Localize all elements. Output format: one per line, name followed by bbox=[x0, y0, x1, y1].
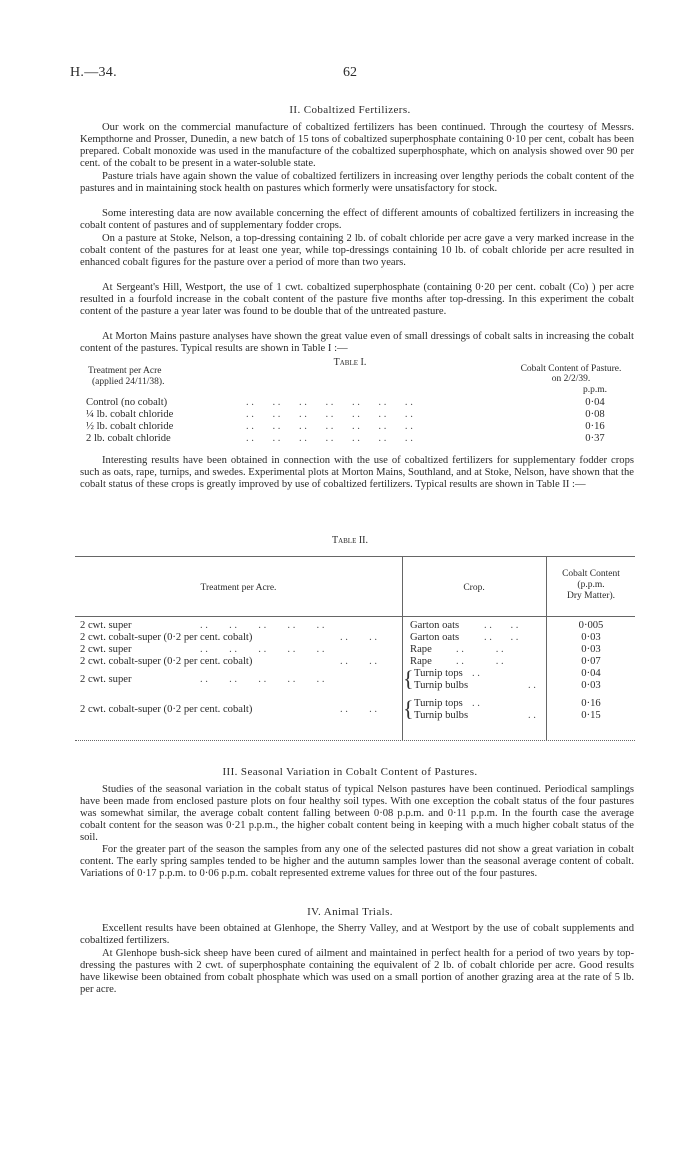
table-2-head-treatment: Treatment per Acre. bbox=[200, 583, 277, 593]
table-1-value: 0·37 bbox=[585, 433, 605, 444]
table-2-value: 0·03 bbox=[581, 632, 601, 643]
table-2-head-content-2: (p.p.m. bbox=[577, 580, 605, 590]
table-1-treatment: ¼ lb. cobalt chloride bbox=[86, 409, 174, 420]
table-2-caption: Table II. bbox=[331, 535, 369, 546]
paragraph-excellent-results: Excellent results have been obtained at Glenhope, the Sherry Valley, and at Westport by the use of cobalt supplements and cobaltized fertilizers. bbox=[80, 923, 634, 946]
table-1-row: Control (no cobalt) . . . . . . . . . . . . . . 0·04 bbox=[86, 397, 630, 409]
table-1-row: ½ lb. cobalt chloride . . . . . . . . . . . . . . 0·16 bbox=[86, 421, 630, 433]
brace-icon: { bbox=[403, 696, 414, 721]
table-2-bottom-rule bbox=[75, 740, 635, 741]
table-2-value: 0·04 bbox=[581, 668, 601, 679]
table-1-head-treatment: Treatment per Acre bbox=[88, 366, 162, 376]
table-2-treatment: 2 cwt. cobalt-super (0·2 per cent. cobalt) bbox=[80, 704, 253, 715]
table-2-value: 0·15 bbox=[581, 710, 601, 721]
table-2-header-rule bbox=[75, 616, 635, 617]
table-1-row: 2 lb. cobalt chloride . . . . . . . . . . . . . . 0·37 bbox=[86, 433, 630, 445]
paragraph-seasonal-variation: For the greater part of the season the samples from any one of the selected pastures did not show a great variation in cobalt content. The early spring samples tended to be higher and the autumn samples lower than the seasonal average content of cobalt. Variations of 0·17 p.p.m. to 0·06 p.p.m. cobalt represented extreme values for three out of the four pastures. bbox=[80, 844, 634, 879]
table-1-treatment: Control (no cobalt) bbox=[86, 397, 168, 408]
table-2-crop: Turnip bulbs bbox=[414, 680, 469, 691]
table-2-value: 0·03 bbox=[581, 680, 601, 691]
table-2-treatment: 2 cwt. super bbox=[80, 644, 132, 655]
paragraph-manufacture: Our work on the commercial manufacture of cobaltized fertilizers has been continued. Through the courtesy of Messrs. Kempthorne and Prosser, Dunedin, a new batch of 15 tons of cobaltized superphosphate containing 0·10 per cent, cobalt has been prepared. Cobalt monoxide was used in the manufacture of the cobaltized superphosphate, which on analysis showed over 90 per cent. of the cobalt to be present in a water-soluble state. bbox=[80, 122, 634, 169]
table-1-value: 0·04 bbox=[585, 397, 605, 408]
brace-icon: { bbox=[403, 666, 414, 691]
section-title-animal-trials: IV. Animal Trials. bbox=[307, 906, 393, 918]
table-2-top-rule bbox=[75, 556, 635, 557]
section-title-seasonal-variation: III. Seasonal Variation in Cobalt Content of Pastures. bbox=[222, 766, 478, 778]
table-1-head-unit: p.p.m. bbox=[582, 385, 607, 395]
table-1-treatment: 2 lb. cobalt chloride bbox=[86, 433, 171, 444]
table-1-row: ¼ lb. cobalt chloride . . . . . . . . . . . . . . 0·08 bbox=[86, 409, 630, 421]
table-2-head-crop: Crop. bbox=[463, 583, 485, 593]
table-2-head-content-1: Cobalt Content bbox=[562, 569, 620, 579]
paragraph-fodder-crops: Interesting results have been obtained in connection with the use of cobaltized fertilizers for supplementary fodder crops such as oats, rape, turnips, and swedes. Experimental plots at Morton Mains, Southland, and at Stoke, Nelson, have shown that the cobalt status of these crops is greatly improved by use of cobaltized fertilizers. Typical results are shown in Table II :— bbox=[80, 455, 634, 490]
table-2-treatment: 2 cwt. cobalt-super (0·2 per cent. cobalt) bbox=[80, 656, 253, 667]
paragraph-seasonal-studies: Studies of the seasonal variation in the cobalt status of typical Nelson pastures have been continued. Periodical samplings have been made from enclosed pasture plots on four healthy soil types. With one exception the cobalt status of the four pastures was somewhat similar, the average cobalt content falling between 0·08 p.p.m. and 0·11 p.p.m. In the fourth case the average cobalt content for the season was 0·21 p.p.m., the higher cobalt content being in keeping with a much higher cobalt status of the soil. bbox=[80, 784, 634, 843]
table-2-value: 0·16 bbox=[581, 698, 601, 709]
table-2-treatment: 2 cwt. cobalt-super (0·2 per cent. cobalt) bbox=[80, 632, 253, 643]
table-2-treatment: 2 cwt. super bbox=[80, 620, 132, 631]
paragraph-sergeants-hill: At Sergeant's Hill, Westport, the use of 1 cwt. cobaltized superphosphate (containing 0·20 per cent. cobalt (Co) ) per acre resulted in a fourfold increase in the cobalt content of the pasture five months after top-dressing. In this experiment the cobalt content of the pasture a year later was found to be double that of the untreated pasture. bbox=[80, 282, 634, 317]
table-2-value: 0·03 bbox=[581, 644, 601, 655]
section-title-cobaltized-fertilizers: II. Cobaltized Fertilizers. bbox=[289, 104, 411, 116]
table-2-crop: Turnip bulbs bbox=[414, 710, 469, 721]
table-2-crop: Rape bbox=[410, 656, 432, 667]
paragraph-morton-mains: At Morton Mains pasture analyses have shown the great value even of small dressings of cobalt salts in increasing the cobalt content of the pastures. Typical results are shown in Table I :— bbox=[80, 331, 634, 354]
paragraph-stoke-nelson: On a pasture at Stoke, Nelson, a top-dressing containing 2 lb. of cobalt chloride per acre gave a very marked increase in the cobalt content of the pastures for at least one year, while top-dressings containing 10 lb. of cobalt chloride per acre resulted in enhanced cobalt figures for the pasture over a period of more than two years. bbox=[80, 233, 634, 268]
paragraph-interesting-data: Some interesting data are now available concerning the effect of different amounts of cobaltized fertilizers in increasing the cobalt content of pastures and of supplementary fodder crops. bbox=[80, 208, 634, 231]
document-page: H.—34. 62 II. Cobaltized Fertilizers. Our work on the commercial manufacture of cobaltized fertilizers has been continued. Through the courtesy of Messrs. Kempthorne and Prosser, Dunedin, a new batch of 15 tons of cobaltized superphosphate containing 0·10 per cent, cobalt has been prepared. Cobalt monoxide was used in the manufacture of the cobaltized superphosphate, which on analysis showed over 90 per cent. of the cobalt to be present in a water-soluble state. Pasture trials have again shown the value of cobaltized fertilizers in increasing over lengthy periods the cobalt content of the pastures and in maintaining stock health on pastures which formerly were unsatisfactory for stock. Some interesting data are now available concerning the effect of different amounts of cobaltized fertilizers in increasing the cobalt content of pastures and of supplementary fodder crops. On a pasture at Stoke, Nelson, a top-dressing containing 2 lb. of cobalt chloride per acre gave a very marked increase in the cobalt content of the pastures for at least one year, while top-dressings containing 10 lb. of cobalt chloride per acre resulted in enhanced cobalt figures for the pasture over a period of more than two years. At Sergeant's Hill, Westport, the use of 1 cwt. cobaltized superphosphate (containing 0·20 per cent. cobalt (Co) ) per acre resulted in a fourfold increase in the cobalt content of the pasture five months after top-dressing. In this experiment the cobalt content of the pasture a year later was found to be double that of the untreated pasture. At Morton Mains pasture analyses have shown the great value even of small dressings of cobalt salts in increasing the cobalt content of the pastures. Typical results are shown in Table I :— Table I. Treatment per Acre (applied 24/11/38). Cobalt Content of Pasture. on 2/2/39. p.p.m. Control (no cobalt) . . . . . . . . . . . . . . 0·04 ¼ lb. cobalt chloride . . . . . . . . . . . . . . 0·08 ½ lb. cobalt chloride . . . . . . . . . . . . . . 0·16 2 lb. cobalt chloride . . . . . . . . . . . . . . 0·37 Interesting results have been obtained in connection with the use of cobaltized fertilizers for supplementary fodder crops such as oats, rape, turnips, and swedes. Experimental plots at Morton Mains, Southland, and at Stoke, Nelson, have shown that the cobalt status of these crops is greatly improved by use of cobaltized fertilizers. Typical results are shown in Table II :— Table II. Treatment per Acre. Crop. Cobalt Content (p.p.m. Dry Matter). 2 cwt. super . . . . . . . . . . Garton oats . . . . 0·005 2 cwt. cobalt-super (0·2 per cent. cobalt) . . . . Garton oats . . . . 0·03 2 cwt. super . . . . . . . . . . Rape . . . . 0·03 2 cwt. cobalt-super (0·2 per cent. cobalt) . . . . Rape . . . . 0·07 2 cwt. super . . . . . . . . . . { Turnip tops . . Turnip bulbs . . 0·04 0·03 2 cwt. cobalt-super (0·2 per cent. cobalt) . . . . { Turnip tops . . Turnip bulbs . . 0·16 0·15 III. Seasonal Variation in Cobalt Content of Pastures. Studies of the seasonal variation in the cobalt status of typical Nelson pastures have been continued. Periodical samplings have been made from enclosed pasture plots on four healthy soil types. With one exception the cobalt status of the four pastures was somewhat similar, the average cobalt content falling between 0·08 p.p.m. and 0·11 p.p.m. In the fourth case the average cobalt content for the season was 0·21 p.p.m., the higher cobalt content being in keeping with a much higher cobalt status of the soil. For the greater part of the season the samples from any one of the selected pastures did not show a great variation in cobalt content. The early spring samples tended to be higher and the autumn samples lower than the seasonal average content of cobalt. Variations of 0·17 p.p.m. to 0·06 p.p.m. cobalt represented extreme values for three out of the four pastures. IV. Animal Trials. Excellent results have been obtained at Glenhope, the Sherry Valley, and at Westport by the use of cobalt supplements and cobaltized fertilizers. At Glenhope bush-sick sheep have been cured of ailment and maintained in perfect health for a period of two years by top-dressing the pastures with 2 cwt. of superphosphate containing the equivalent of 2 lb. of cobalt chloride per acre. Good results have likewise been obtained from cobalt phosphate which was used on a small portion of another grazing area at the rate of 5 lb. per acre. bbox=[0, 0, 700, 1168]
table-1-treatment: ½ lb. cobalt chloride bbox=[86, 421, 174, 432]
table-1-head-content: Cobalt Content of Pasture. bbox=[520, 364, 622, 374]
table-1-caption: Table I. bbox=[333, 357, 367, 368]
table-1-head-applied: (applied 24/11/38). bbox=[92, 377, 165, 387]
table-2-crop: Turnip tops bbox=[414, 668, 463, 679]
table-1-value: 0·08 bbox=[585, 409, 605, 420]
table-1-value: 0·16 bbox=[585, 421, 605, 432]
table-1-head-date: on 2/2/39. bbox=[551, 374, 591, 384]
table-2-crop: Turnip tops bbox=[414, 698, 463, 709]
table-2-treatment: 2 cwt. super bbox=[80, 674, 132, 685]
table-2-value: 0·07 bbox=[581, 656, 601, 667]
table-2-crop: Garton oats bbox=[410, 620, 460, 631]
page-number: 62 bbox=[343, 65, 357, 80]
table-2-value: 0·005 bbox=[578, 620, 604, 631]
table-2-crop: Rape bbox=[410, 644, 432, 655]
paragraph-glenhope: At Glenhope bush-sick sheep have been cured of ailment and maintained in perfect health for a period of two years by top-dressing the pastures with 2 cwt. of superphosphate containing the equivalent of 2 lb. of cobalt chloride per acre. Good results have likewise been obtained from cobalt phosphate which was used on a small portion of another grazing area at the rate of 5 lb. per acre. bbox=[80, 948, 634, 995]
document-code: H.—34. bbox=[70, 65, 117, 80]
table-2-head-content-3: Dry Matter). bbox=[566, 591, 615, 601]
paragraph-pasture-trials: Pasture trials have again shown the value of cobaltized fertilizers in increasing over lengthy periods the cobalt content of the pastures and in maintaining stock health on pastures which formerly were unsatisfactory for stock. bbox=[80, 171, 634, 194]
table-2-crop: Garton oats bbox=[410, 632, 460, 643]
